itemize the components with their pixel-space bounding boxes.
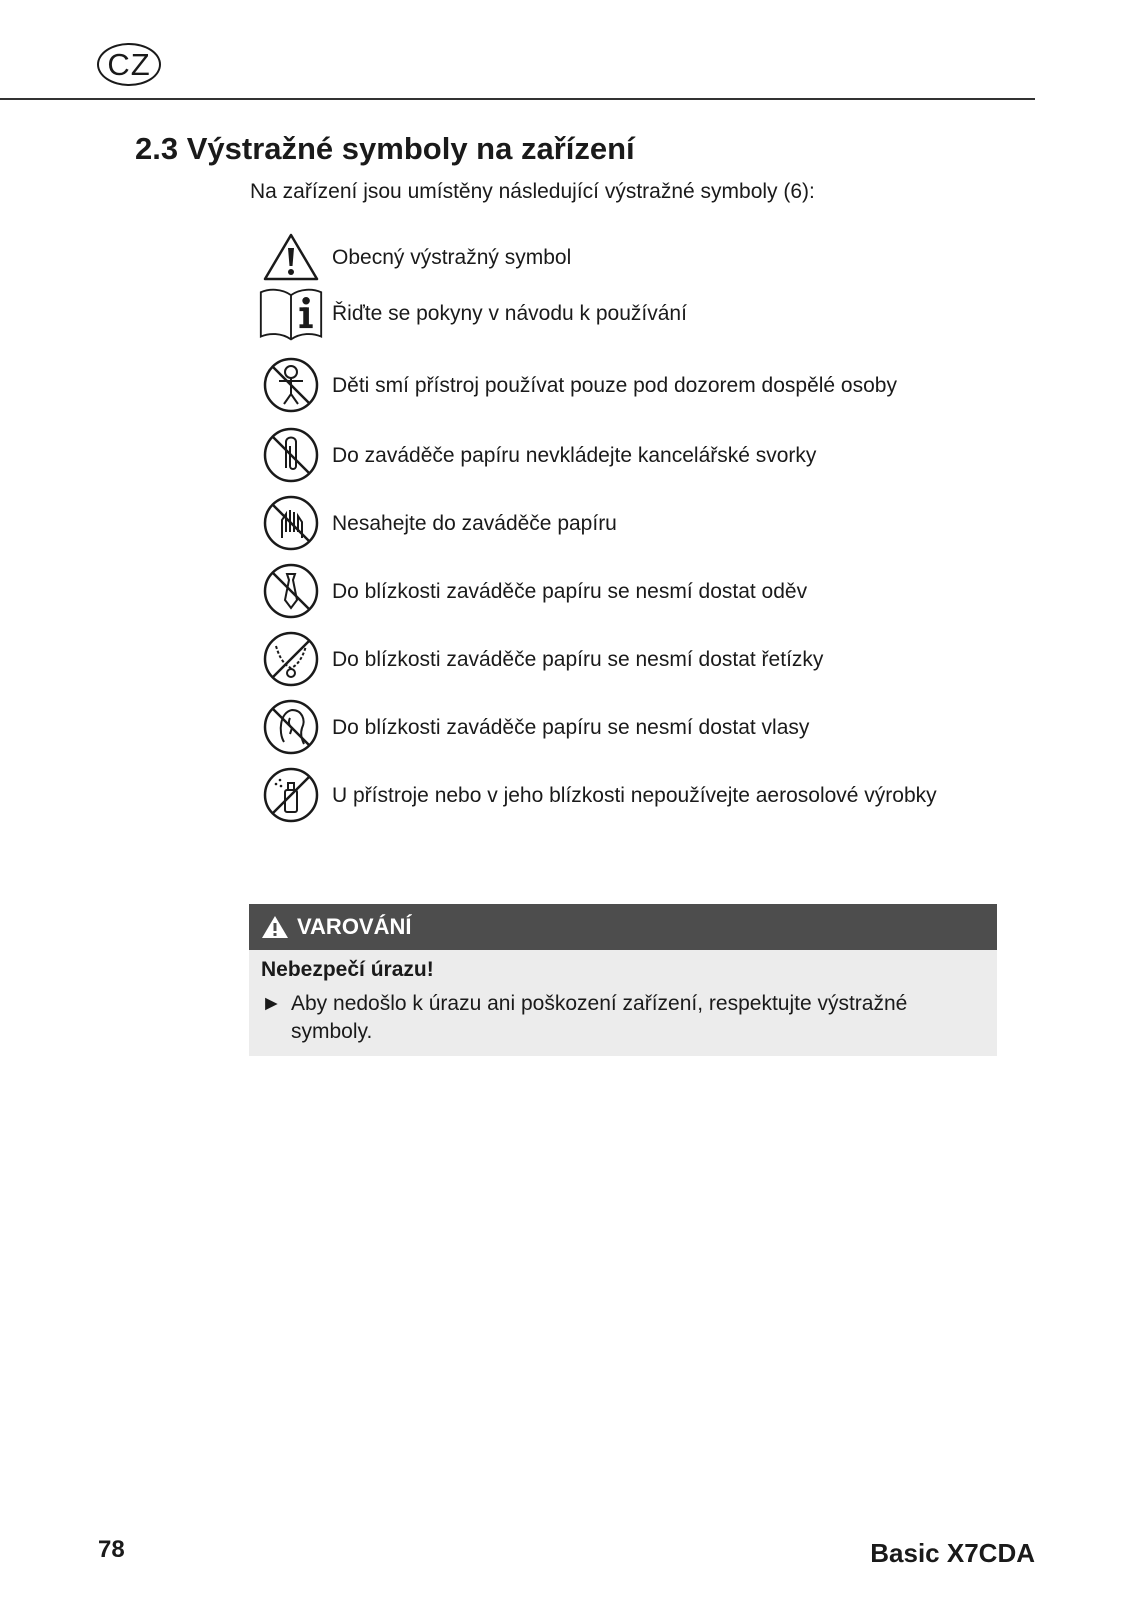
symbol-row (258, 282, 1018, 344)
warning-instruction-text: Aby nedošlo k úrazu ani poškození zařízení, respektujte výstražné symboly. (291, 992, 908, 1043)
symbol-description: Děti smí přístroj používat pouze pod dozorem dospělé osoby (332, 373, 897, 397)
symbol-row (258, 226, 1018, 288)
warning-subtitle: Nebezpečí úrazu! (261, 958, 434, 981)
symbol-description: U přístroje nebo v jeho blízkosti nepoužívejte aerosolové výrobky (332, 783, 937, 807)
arrow-bullet-icon: ► (261, 992, 282, 1015)
symbol-row (258, 354, 1018, 416)
page-number: 78 (98, 1536, 125, 1563)
no-hair-icon (258, 696, 324, 758)
symbol-row (258, 560, 1018, 622)
no-children-icon (258, 354, 324, 416)
symbol-description: Obecný výstražný symbol (332, 245, 572, 269)
warning-label: VAROVÁNÍ (297, 914, 412, 939)
symbol-description: Nesahejte do zaváděče papíru (332, 511, 617, 535)
read-manual-icon (258, 282, 324, 344)
no-aerosol-icon (258, 764, 324, 826)
no-hands-icon (258, 492, 324, 554)
section-intro: Na zařízení jsou umístěny následující výstražné symboly (6): (250, 180, 815, 203)
no-paperclips-icon (258, 424, 324, 486)
language-badge-label: CZ (107, 46, 151, 82)
symbol-row (258, 492, 1018, 554)
symbol-row (258, 424, 1018, 486)
warning-header (249, 904, 997, 950)
symbol-description: Do zaváděče papíru nevkládejte kancelářské svorky (332, 443, 817, 467)
general-warning-icon (258, 226, 324, 288)
no-tie-icon (258, 560, 324, 622)
symbol-description: Řiďte se pokyny v návodu k používání (332, 301, 687, 325)
symbol-description: Do blízkosti zaváděče papíru se nesmí dostat oděv (332, 579, 808, 603)
language-badge (97, 43, 161, 86)
symbol-description: Do blízkosti zaváděče papíru se nesmí dostat vlasy (332, 715, 810, 739)
symbol-row (258, 696, 1018, 758)
header-divider (0, 98, 1035, 100)
symbol-description: Do blízkosti zaváděče papíru se nesmí dostat řetízky (332, 647, 824, 671)
symbol-row (258, 764, 1018, 826)
warning-triangle-icon (261, 915, 289, 939)
warning-box (249, 904, 997, 1056)
symbol-row (258, 628, 1018, 690)
no-jewelry-icon (258, 628, 324, 690)
warning-instruction (249, 982, 997, 1046)
section-title: 2.3 Výstražné symboly na zařízení (135, 131, 635, 166)
model-name: Basic X7CDA (870, 1538, 1035, 1568)
